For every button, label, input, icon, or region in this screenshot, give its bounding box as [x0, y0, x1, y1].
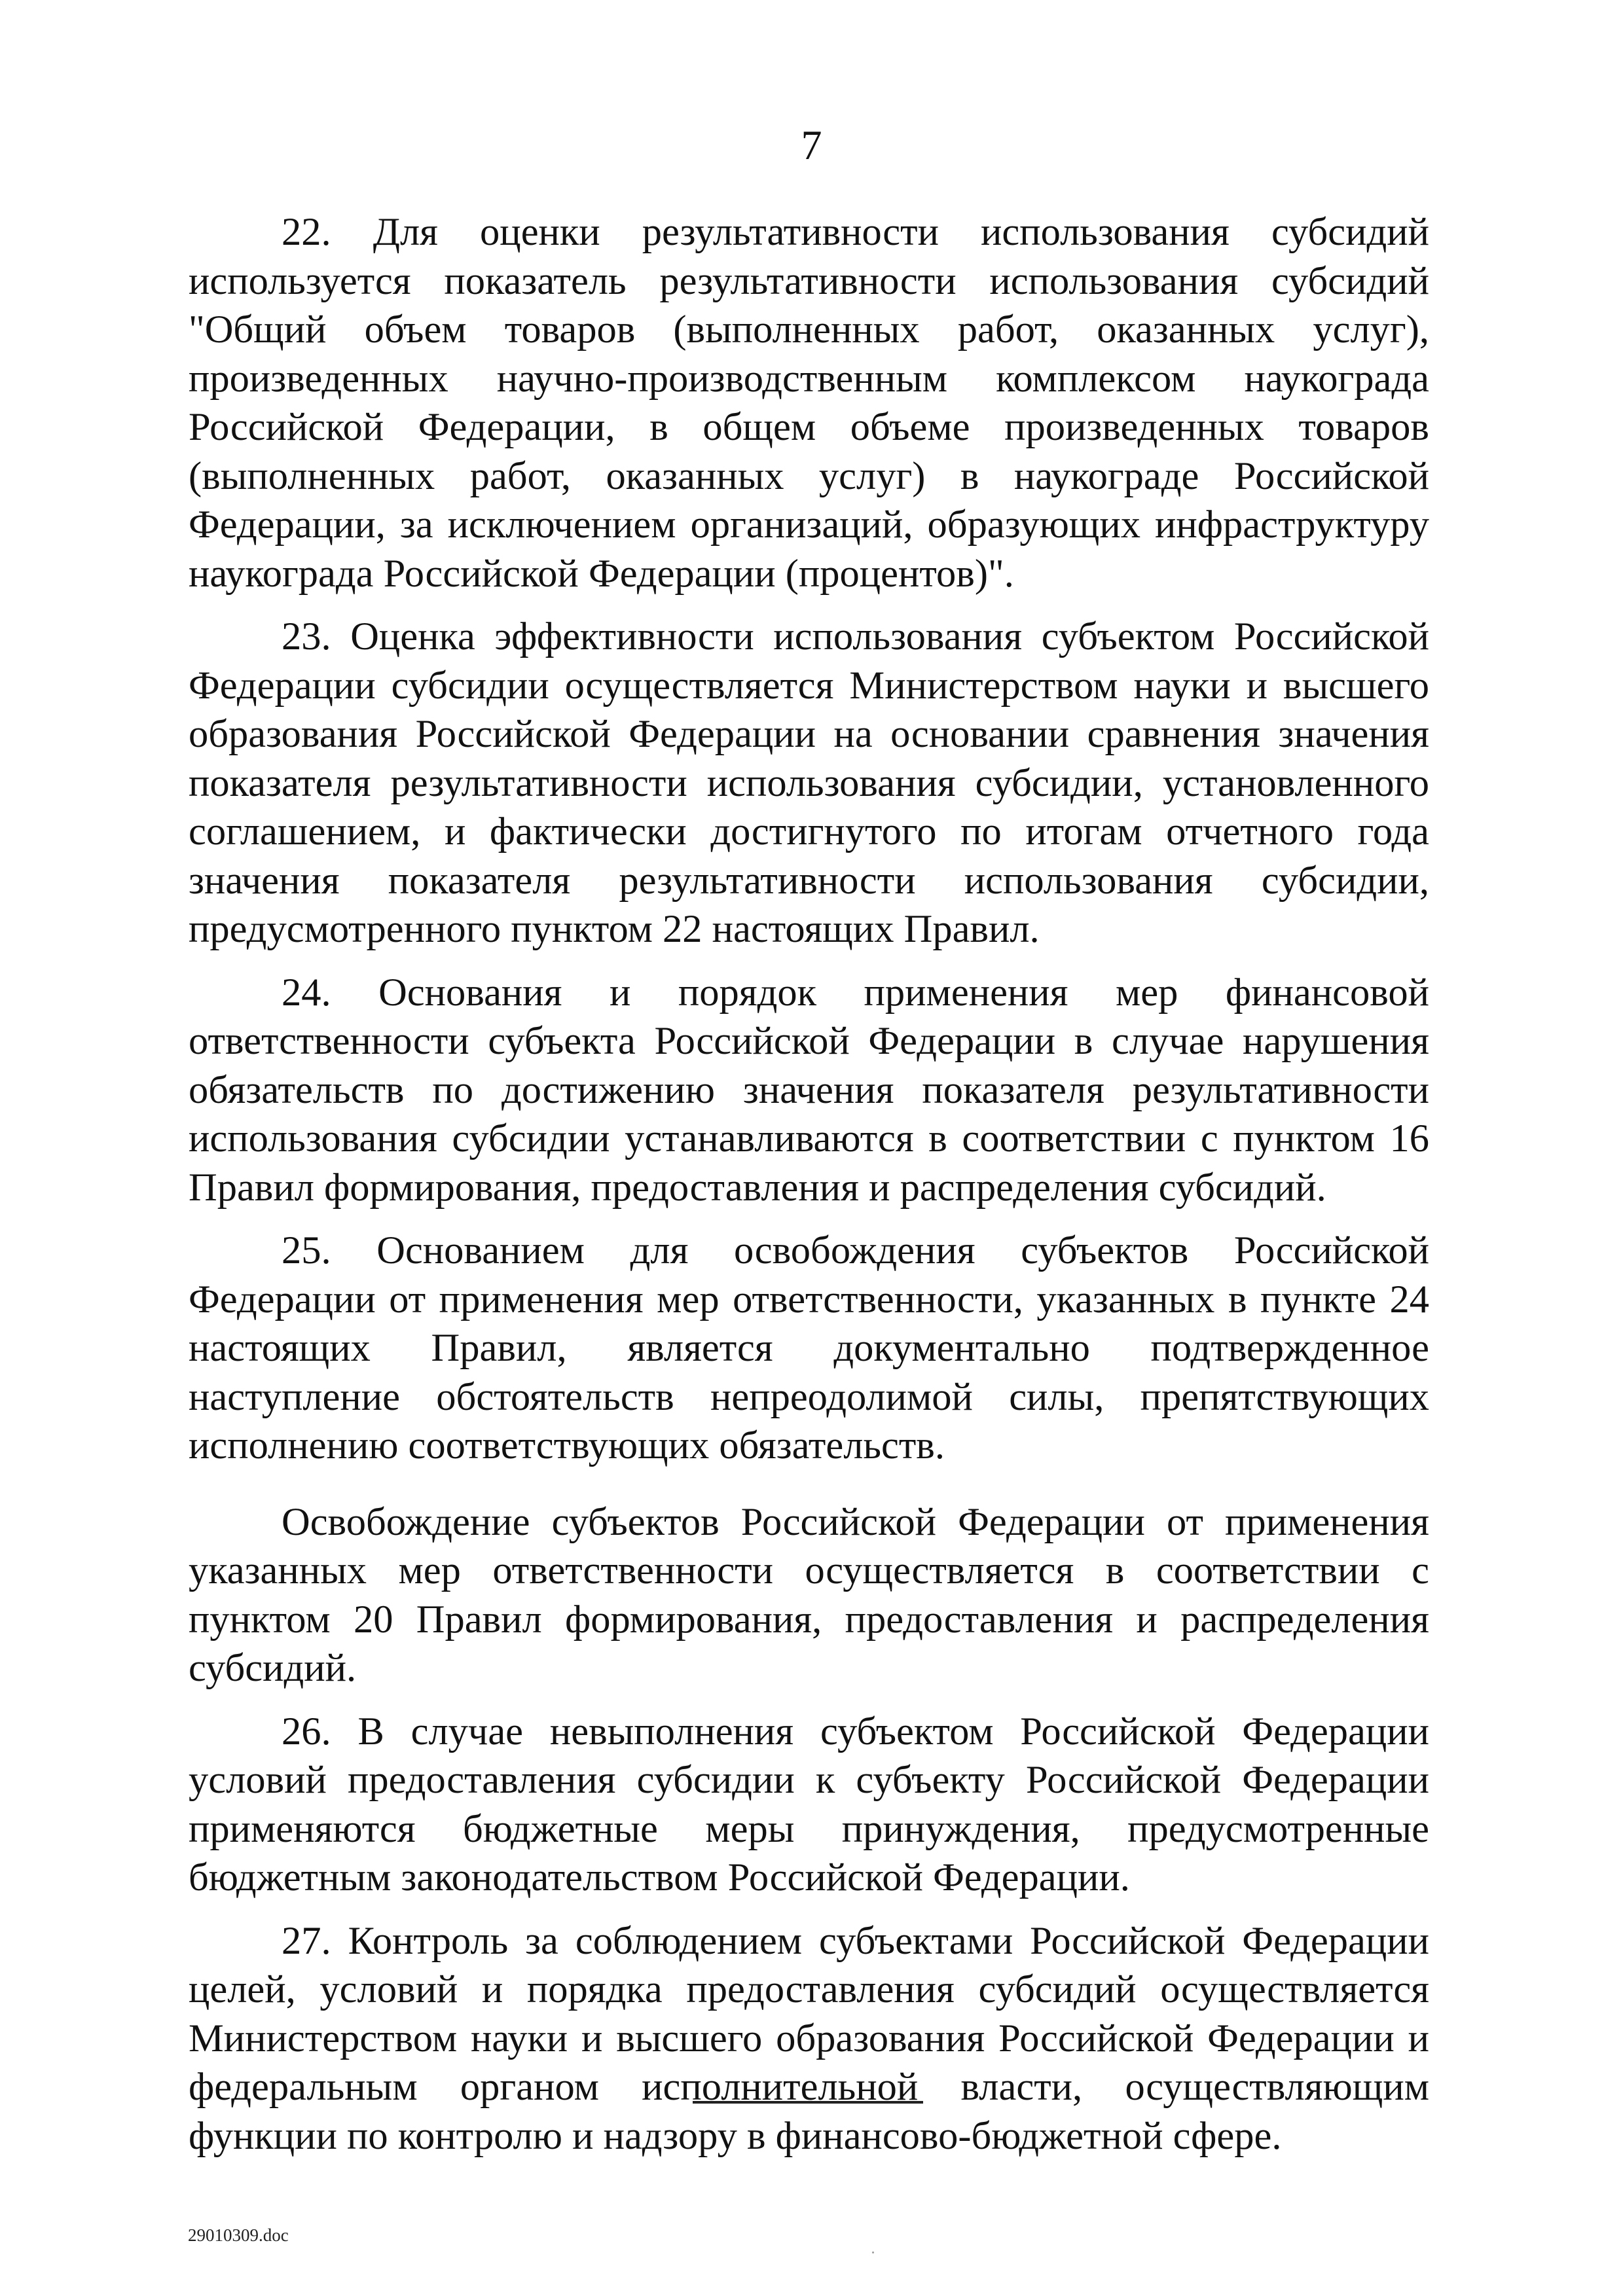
- document-file-reference: 29010309.doc: [188, 2225, 289, 2245]
- paragraph-22: 22. Для оценки результативности использования субсидий используется показатель результативности использования субсидий "Общий объем товаров (выполненных работ, оказанных услуг), произведенных научно-производственным комплексом наукограда Российской Федерации, в общем объеме произведенных товаров (выполненных работ, оказанных услуг) в наукограде Российской Федерации, за исключением организаций, образующих инфраструктуру наукограда Российской Федерации (процентов)".: [189, 210, 1429, 596]
- paragraph-23: 23. Оценка эффективности использования субъектом Российской Федерации субсидии осуществляется Министерством науки и высшего образования Российской Федерации на основании сравнения значения показателя результативности использования субсидии, установленного соглашением, и фактически достигнутого по итогам отчетного года значения показателя результативности использования субсидии, предусмотренного пунктом 22 настоящих Правил.: [189, 615, 1429, 951]
- paragraph-26: 26. В случае невыполнения субъектом Российской Федерации условий предоставления субсидии к субъекту Российской Федерации применяются бюджетные меры принуждения, предусмотренные бюджетным законодательством Российской Федерации.: [189, 1709, 1429, 1899]
- scan-speck: [872, 2251, 874, 2253]
- end-of-text-rule: [693, 2101, 923, 2104]
- paragraph-27: 27. Контроль за соблюдением субъектами Российской Федерации целей, условий и порядка предоставления субсидий осуществляется Министерством науки и высшего образования Российской Федерации и федеральным органом исполнительной власти, осуществляющим функции по контролю и надзору в финансово-бюджетной сфере.: [189, 1918, 1429, 2158]
- paragraph-25: 25. Основанием для освобождения субъектов Российской Федерации от применения мер ответственности, указанных в пункте 24 настоящих Правил, является документально подтвержденное наступление обстоятельств непреодолимой силы, препятствующих исполнению соответствующих обязательств.: [189, 1229, 1429, 1467]
- paragraph-25-continuation: Освобождение субъектов Российской Федерации от применения указанных мер ответственности осуществляется в соответствии с пунктом 20 Правил формирования, предоставления и распределения субсидий.: [189, 1499, 1429, 1690]
- document-body: [189, 208, 1429, 2161]
- paragraph-24: 24. Основания и порядок применения мер финансовой ответственности субъекта Российской Федерации в случае нарушения обязательств по достижению значения показателя результативности использования субсидии устанавливаются в соответствии с пунктом 16 Правил формирования, предоставления и распределения субсидий.: [189, 970, 1429, 1210]
- page-number: 7: [801, 122, 822, 168]
